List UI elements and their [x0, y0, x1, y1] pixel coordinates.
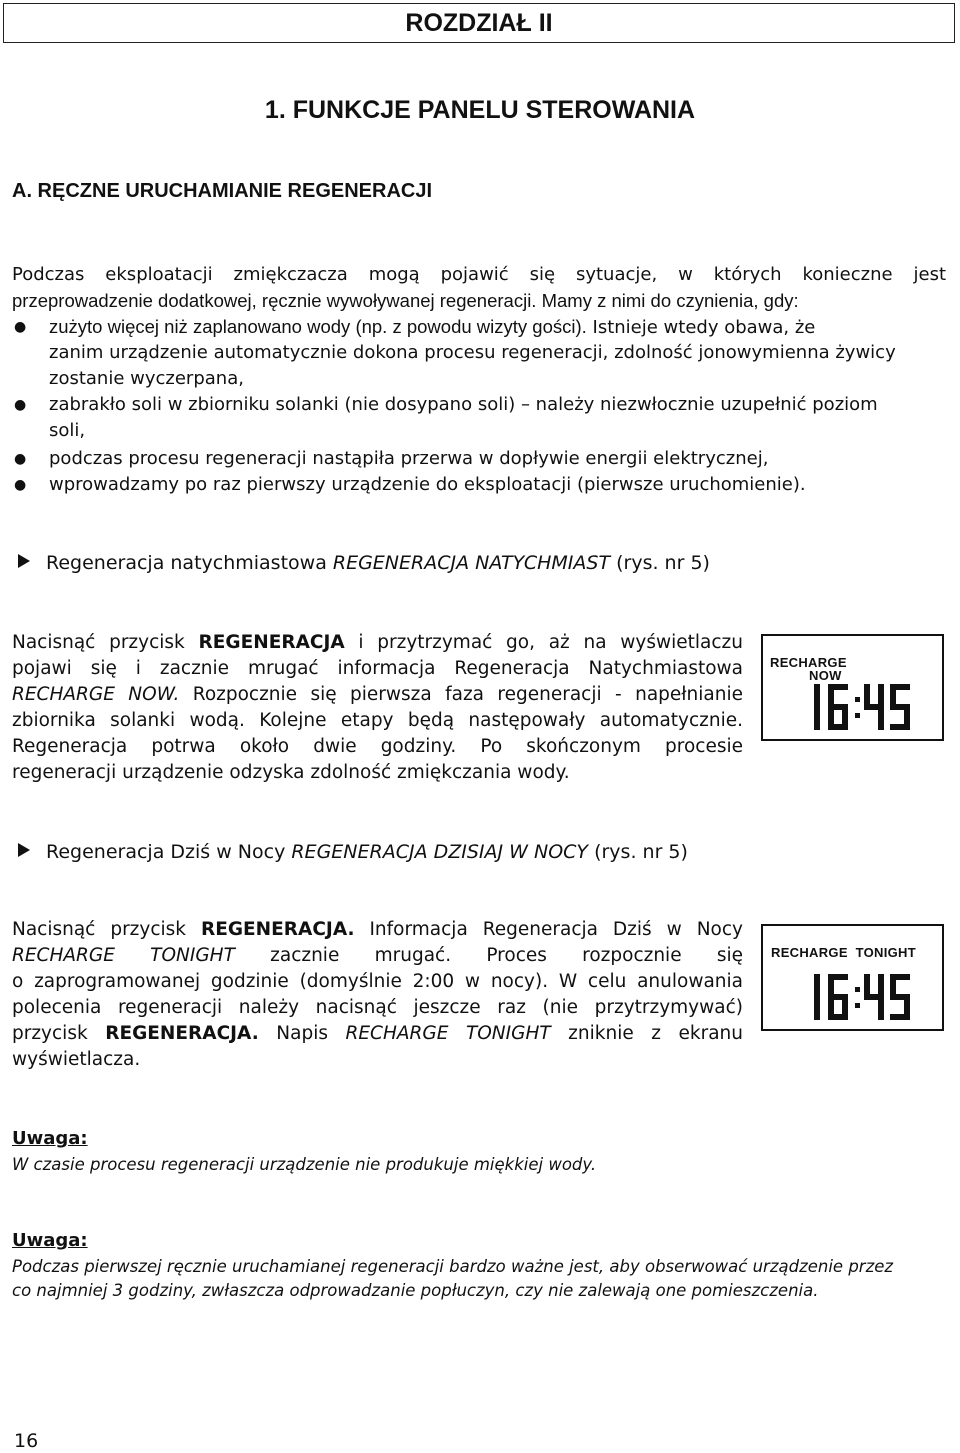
lcd-label: RECHARGE [770, 655, 847, 670]
page-number: 16 [14, 1430, 39, 1452]
intro-line: Podczas eksploatacji zmiękczacza mogą pojawić się sytuacje, w których konieczne jest [12, 264, 946, 285]
recharge-tonight-heading: Regeneracja Dziś w Nocy REGENERACJA DZISIAJ W NOCY (rys. nr 5) [18, 839, 688, 865]
intro-paragraph [12, 262, 946, 314]
lcd-display-recharge-now [761, 634, 944, 741]
chapter-header [3, 3, 955, 43]
chapter-title: ROZDZIAŁ II [405, 8, 553, 37]
section-title: 1. FUNKCJE PANELU STEROWANIA [264, 96, 696, 124]
list-item: ● zabrakło soli w zbiorniku solanki (nie dosypano soli) – należy niezwłocznie uzupełnić poziom soli, [14, 394, 878, 441]
recharge-now-heading: Regeneracja natychmiastowa REGENERACJA NATYCHMIAST (rys. nr 5) [18, 550, 710, 576]
recharge-now-paragraph: Nacisnąć przycisk REGENERACJA i przytrzymać go, aż na wyświetlaczu pojawi się i zacznie mrugać informacja Regeneracja Natychmiastowa RECHARGE NOW. Rozpocznie się pierwsza faza regeneracji - napełnianie zbiornika solanki wodą. Kolejne etapy będą następowały automatycznie. Regeneracja potrwa około dwie godziny. Po skończonym procesie regeneracji urządzenie odzyska zdolność zmiękczania wody. [12, 632, 743, 783]
lcd-label: NOW [809, 668, 842, 683]
list-item: ● wprowadzamy po raz pierwszy urządzenie do eksploatacji (pierwsze uruchomienie). [14, 472, 944, 498]
subsection-title: A. RĘCZNE URUCHAMIANIE REGENERACJI [12, 180, 433, 202]
bullet-icon: ● [14, 477, 27, 493]
recharge-tonight-paragraph: Nacisnąć przycisk REGENERACJA. Informacja Regeneracja Dziś w Nocy RECHARGE TONIGHT zacznie mrugać. Proces rozpocznie się o zaprogramowanej godzinie (domyślnie 2:00 w nocy). W celu anulowania polecenia regeneracji należy nacisnąć jeszcze raz (nie przytrzymywać) przycisk REGENERACJA. Napis RECHARGE TONIGHT zniknie z ekranu wyświetlacza. [12, 919, 744, 1070]
bullet-icon: ● [14, 397, 27, 413]
lcd-display-recharge-tonight [761, 924, 944, 1031]
note-title: Uwaga: [12, 1230, 88, 1251]
bullet-icon: ● [14, 319, 27, 335]
lcd-label: RECHARGE TONIGHT [771, 945, 916, 960]
intro-line: przeprowadzenie dodatkowej, ręcznie wywoływanej regeneracji. Mamy z nimi do czynienia, gdy: [12, 290, 799, 311]
note-title: Uwaga: [12, 1128, 88, 1149]
list-item: ● podczas procesu regeneracji nastąpiła przerwa w dopływie energii elektrycznej, [14, 446, 944, 472]
lcd-time-digits [807, 682, 917, 732]
play-arrow-icon [18, 843, 30, 857]
bullet-icon: ● [14, 451, 27, 467]
play-arrow-icon [18, 554, 30, 568]
note-text: Podczas pierwszej ręcznie uruchamianej regeneracji bardzo ważne jest, aby obserwować urządzenie przez co najmniej 3 godziny, zwłaszcza odprowadzanie popłuczyn, czy nie zalewają one pomieszczenia. [12, 1257, 894, 1300]
list-item: ● zużyto więcej niż zaplanowano wody (np. z powodu wizyty gości). Istnieje wtedy obawa, że zanim urządzenie automatycznie dokona procesu regeneracji, zdolność jonowymienna żywicy zostanie wyczerpana, [14, 316, 896, 389]
lcd-time-digits [807, 972, 917, 1022]
note-text: W czasie procesu regeneracji urządzenie nie produkuje miękkiej wody. [12, 1155, 597, 1174]
